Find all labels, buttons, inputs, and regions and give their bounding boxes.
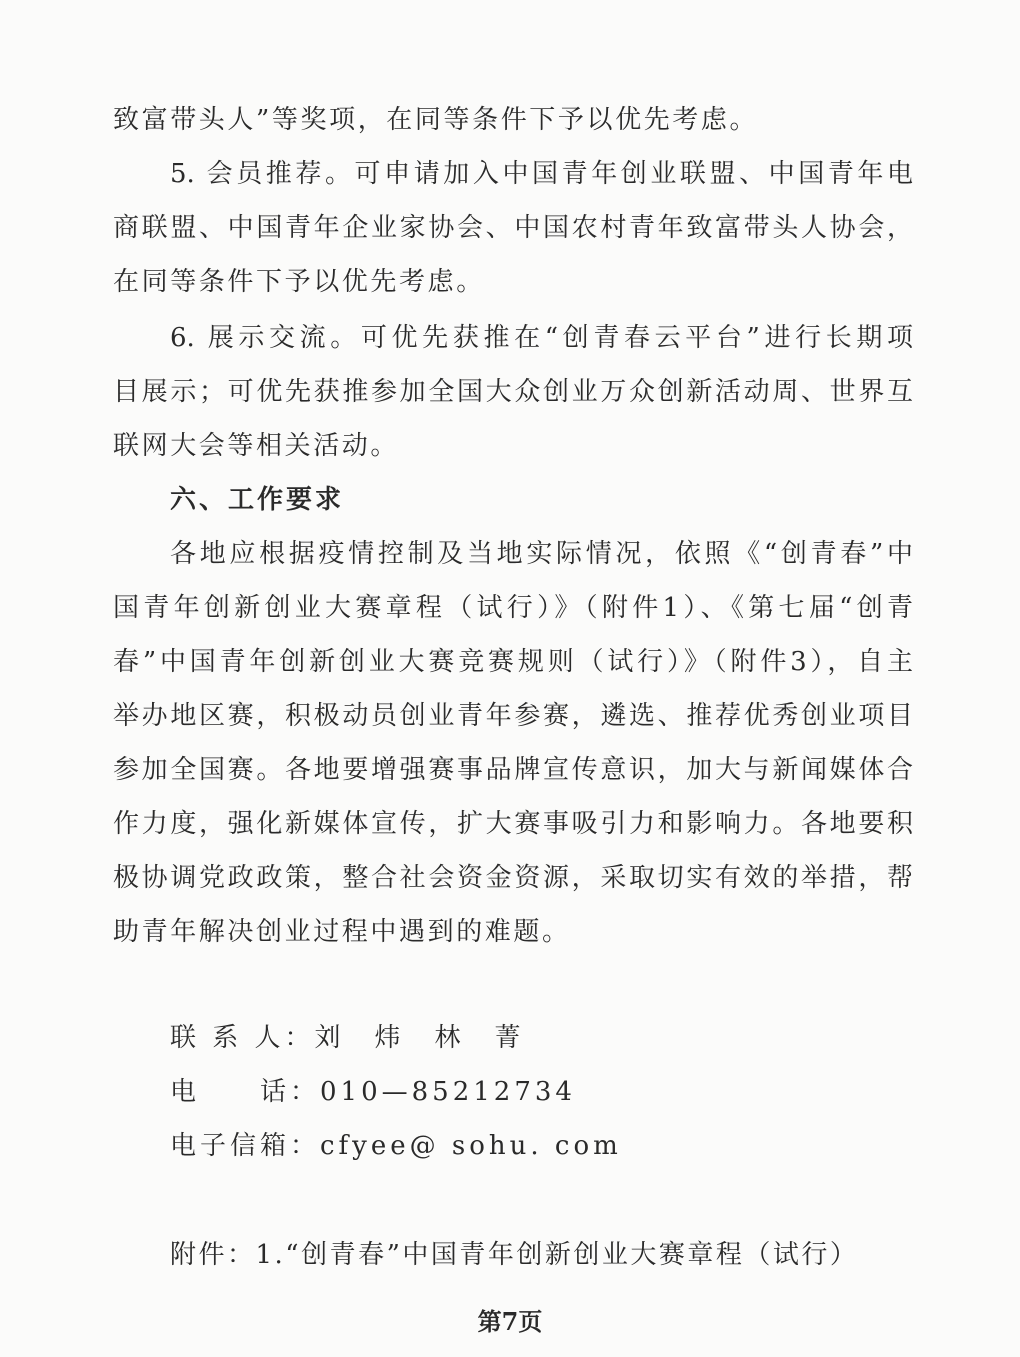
text-line: 在同等条件下予以优先考虑。 (113, 267, 485, 297)
contact-person: 联 系 人：刘 炜 林 菁 (170, 1023, 525, 1053)
text-line: 举办地区赛，积极动员创业青年参赛，遴选、推荐优秀创业项目 (113, 701, 913, 731)
contact-phone: 电 话：010—85212734 (170, 1077, 576, 1107)
contact-email: 电子信箱：cfyee@ sohu. com (170, 1131, 622, 1161)
text-line: 5. 会员推荐。可申请加入中国青年创业联盟、中国青年电 (170, 159, 913, 189)
text-line: 各地应根据疫情控制及当地实际情况，依照《“创青春”中 (170, 539, 913, 569)
page-number: 第7页 (477, 1307, 543, 1336)
text-line: 极协调党政政策，整合社会资金资源，采取切实有效的举措，帮 (113, 863, 913, 893)
attachment-line: 附件：1.“创青春”中国青年创新创业大赛章程（试行） (170, 1240, 859, 1270)
section-heading: 六、工作要求 (170, 485, 345, 515)
text-line: 助青年解决创业过程中遇到的难题。 (113, 917, 571, 947)
text-line: 目展示；可优先获推参加全国大众创业万众创新活动周、世界互 (113, 377, 913, 407)
text-line: 国青年创新创业大赛章程（试行）》（附件1）、《第七届“创青 (113, 593, 913, 623)
text-line: 致富带头人”等奖项，在同等条件下予以优先考虑。 (113, 105, 759, 135)
text-line: 作力度，强化新媒体宣传，扩大赛事吸引力和影响力。各地要积 (113, 809, 913, 839)
text-line: 春”中国青年创新创业大赛竞赛规则（试行）》（附件3），自主 (113, 647, 913, 677)
text-line: 联网大会等相关活动。 (113, 431, 400, 461)
text-line: 商联盟、中国青年企业家协会、中国农村青年致富带头人协会， (113, 213, 913, 243)
text-line: 参加全国赛。各地要增强赛事品牌宣传意识，加大与新闻媒体合 (113, 755, 913, 785)
text-line: 6. 展示交流。可优先获推在“创青春云平台”进行长期项 (170, 323, 913, 353)
